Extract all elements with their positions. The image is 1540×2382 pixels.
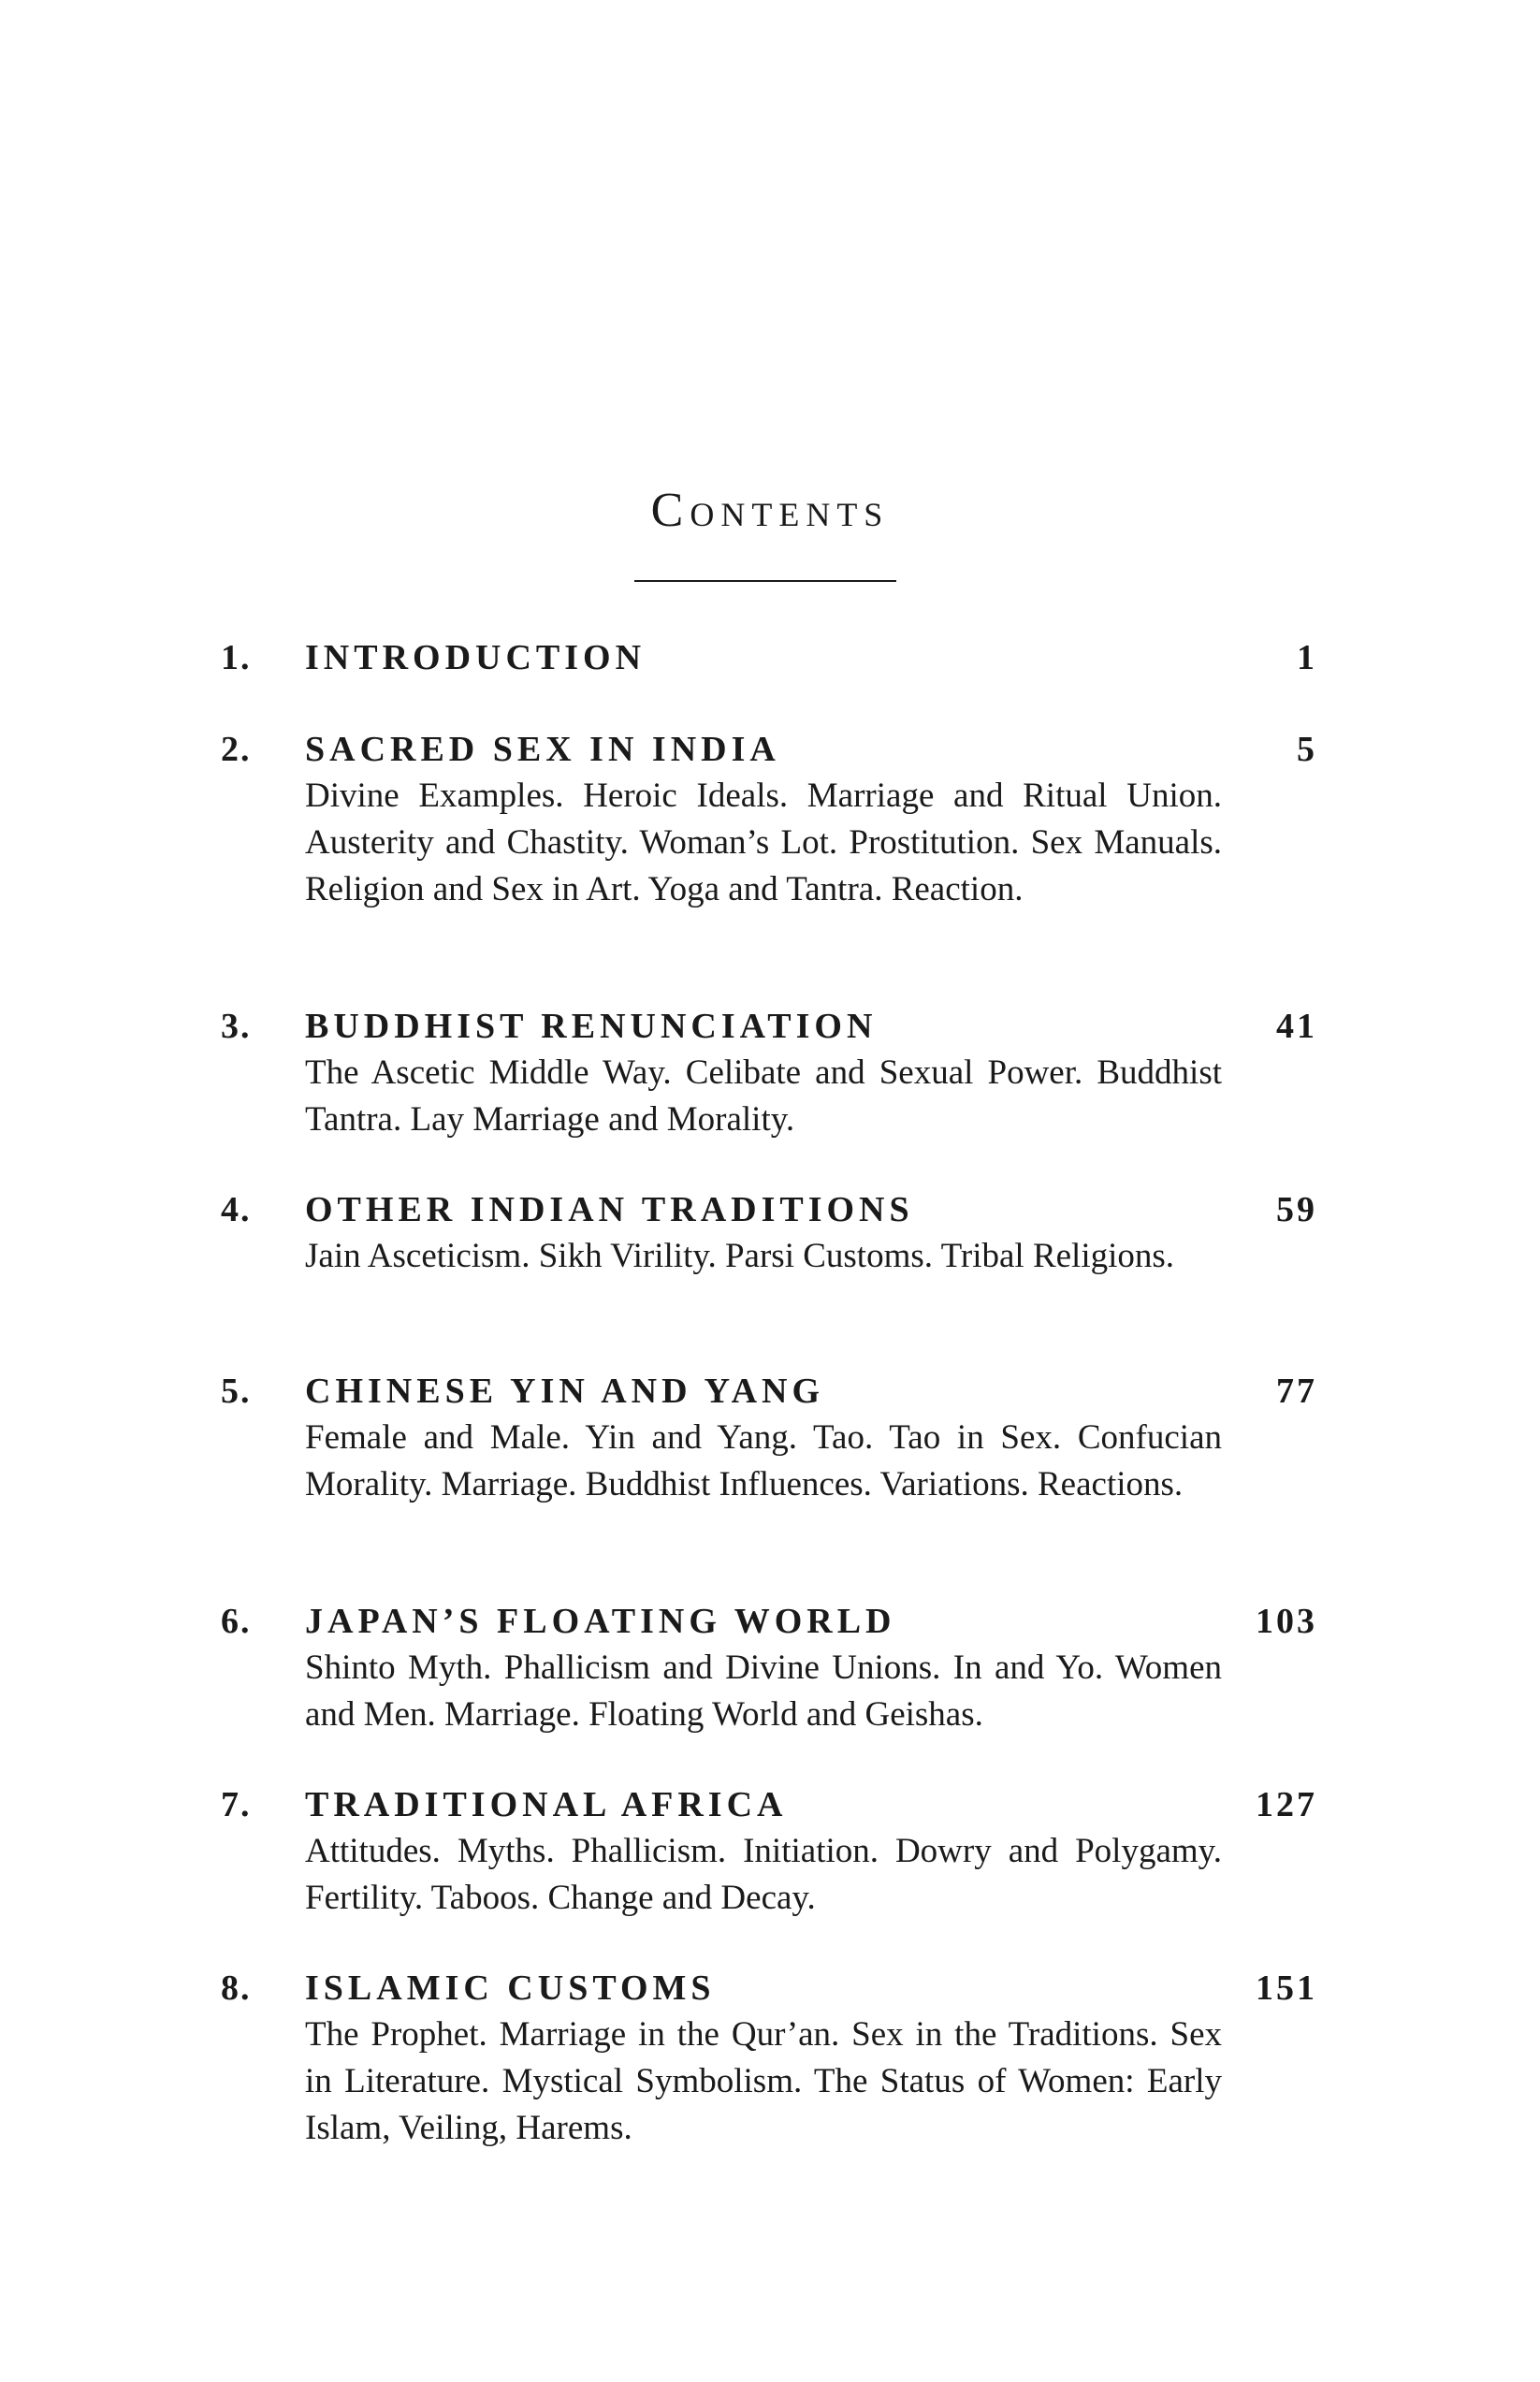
page-number: 59 xyxy=(1276,1190,1317,1229)
page-title: Contents xyxy=(650,484,890,537)
chapter-number: 7. xyxy=(221,1785,252,1824)
chapter-description: The Prophet. Marriage in the Qur’an. Sex in the Traditions. Sex in Literature. Mystical Symbolism. The Status of Women: Early Islam, Veiling, Harems. xyxy=(305,2015,1222,2147)
chapter-title[interactable]: CHINESE YIN AND YANG xyxy=(305,1372,825,1411)
chapter-title[interactable]: SACRED SEX IN INDIA xyxy=(305,730,780,769)
chapter-description: The Ascetic Middle Way. Celibate and Sexual Power. Buddhist Tantra. Lay Marriage and Morality. xyxy=(305,1053,1222,1139)
chapter-number: 6. xyxy=(221,1602,252,1641)
chapter-number: 3. xyxy=(221,1007,252,1046)
page-number: 77 xyxy=(1276,1372,1317,1411)
chapter-number: 1. xyxy=(221,638,252,677)
chapter-title[interactable]: JAPAN’S FLOATING WORLD xyxy=(305,1602,896,1641)
chapter-title[interactable]: ISLAMIC CUSTOMS xyxy=(305,1968,716,2008)
chapter-number: 5. xyxy=(221,1372,252,1411)
chapter-description: Shinto Myth. Phallicism and Divine Unions. In and Yo. Women and Men. Marriage. Floating World and Geishas. xyxy=(305,1649,1222,1734)
page-number: 103 xyxy=(1256,1602,1317,1641)
chapter-description: Divine Examples. Heroic Ideals. Marriage and Ritual Union. Austerity and Chastity. Woman’s Lot. Prostitution. Sex Manuals. Religion and Sex in Art. Yoga and Tantra. Reaction. xyxy=(305,777,1222,908)
chapter-number: 2. xyxy=(221,730,252,769)
chapter-title[interactable]: TRADITIONAL AFRICA xyxy=(305,1785,788,1824)
page-number: 151 xyxy=(1256,1968,1317,2008)
chapter-description: Female and Male. Yin and Yang. Tao. Tao in Sex. Confucian Morality. Marriage. Buddhist Influences. Variations. Reactions. xyxy=(305,1418,1222,1503)
page-number: 127 xyxy=(1256,1785,1317,1824)
chapter-description: Attitudes. Myths. Phallicism. Initiation. Dowry and Polygamy. Fertility. Taboos. Change and Decay. xyxy=(305,1832,1222,1917)
page-number: 41 xyxy=(1276,1007,1317,1046)
chapter-number: 8. xyxy=(221,1968,252,2008)
page-number: 5 xyxy=(1297,730,1317,769)
chapter-title[interactable]: OTHER INDIAN TRADITIONS xyxy=(305,1190,914,1229)
chapter-title[interactable]: BUDDHIST RENUNCIATION xyxy=(305,1007,878,1046)
page-number: 1 xyxy=(1297,638,1317,677)
chapter-number: 4. xyxy=(221,1190,252,1229)
chapter-title[interactable]: INTRODUCTION xyxy=(305,638,647,677)
chapter-description: Jain Asceticism. Sikh Virility. Parsi Customs. Tribal Religions. xyxy=(305,1237,1175,1275)
